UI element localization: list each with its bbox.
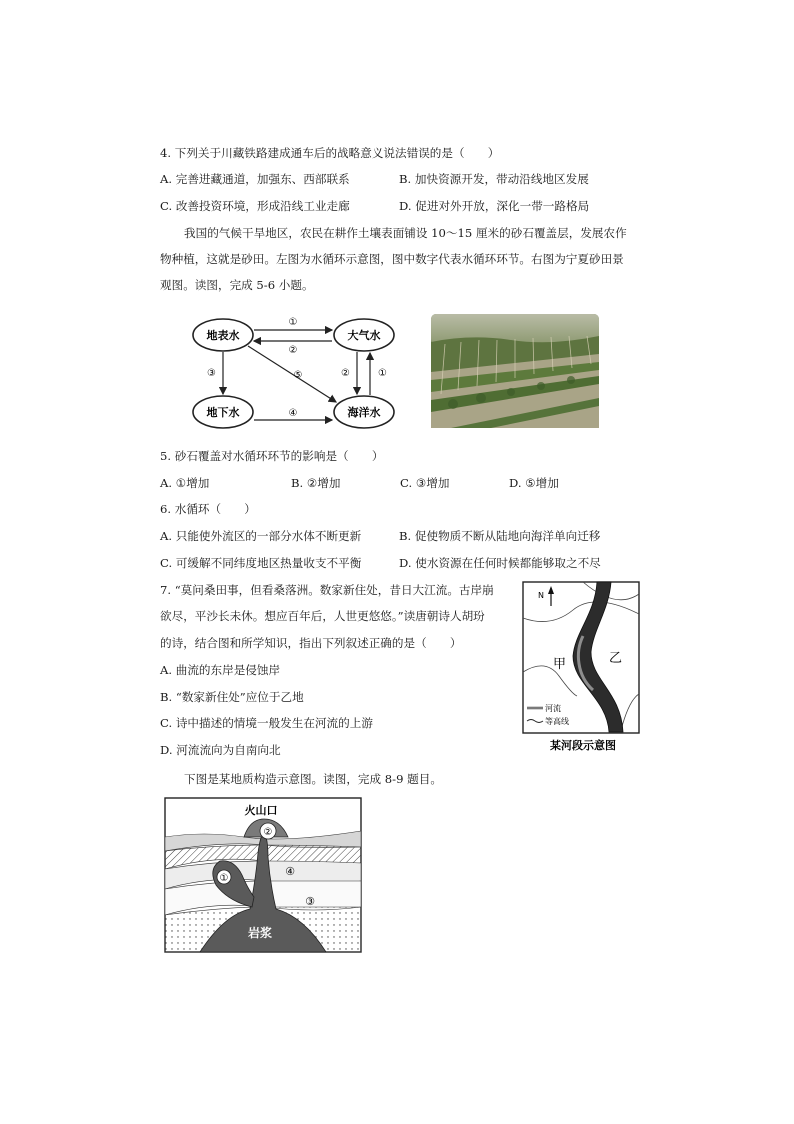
water-cycle-diagram [186, 310, 416, 432]
q6-option-a[interactable]: A. 只能使外流区的一部分水体不断更新 [160, 529, 362, 543]
geology-label-4: ④ [285, 865, 295, 878]
q7-stem-line3: 的诗，结合图和所学知识，指出下列叙述正确的是（ ） [160, 636, 462, 650]
river-map-caption: 某河段示意图 [550, 739, 616, 752]
q6-option-d[interactable]: D. 使水资源在任何时候都能够取之不尽 [399, 556, 601, 570]
geology-label-2: ② [263, 827, 273, 838]
q4-option-b[interactable]: B. 加快资源开发，带动沿线地区发展 [399, 172, 589, 186]
ocean-water-label: 海洋水 [347, 406, 381, 419]
q7-option-a[interactable]: A. 曲流的东岸是侵蚀岸 [160, 663, 281, 677]
geology-label-1: ① [219, 873, 229, 884]
q7-option-d[interactable]: D. 河流流向为自南向北 [160, 743, 281, 757]
arrow-2-label: ② [288, 345, 298, 356]
q5-option-b[interactable]: B. ②增加 [291, 476, 341, 490]
q6-option-b[interactable]: B. 促使物质不断从陆地向海洋单向迁移 [399, 529, 601, 543]
geology-label-3: ③ [305, 895, 315, 908]
q6-stem: 6. 水循环（ ） [160, 502, 256, 516]
q4-stem: 4. 下列关于川藏铁路建成通车后的战略意义说法错误的是（ ） [160, 146, 500, 160]
arrow-4-label: ④ [288, 408, 298, 419]
geology-diagram [164, 797, 362, 953]
intro56-line1: 我国的气候干旱地区，农民在耕作土壤表面铺设 10～15 厘米的砂石覆盖层，发展农作 [184, 226, 627, 240]
crater-label: 火山口 [244, 804, 278, 817]
arrow-1-label: ① [288, 317, 298, 328]
q5-option-c[interactable]: C. ③增加 [400, 476, 450, 490]
magma-label: 岩浆 [247, 926, 273, 940]
arrow-5-label: ⑤ [293, 370, 303, 381]
river-map [521, 580, 643, 755]
q4-option-d[interactable]: D. 促进对外开放，深化一带一路格局 [399, 199, 590, 213]
arrow-3-label: ③ [207, 368, 216, 379]
atmosphere-water-label: 大气水 [347, 329, 381, 342]
legend-river: 河流 [545, 704, 561, 713]
q4-option-a[interactable]: A. 完善进藏通道，加强东、西部联系 [160, 172, 350, 186]
intro56-line3: 观图。读图，完成 5-6 小题。 [160, 278, 314, 292]
intro56-line2: 物种植，这就是砂田。左图为水循环示意图，图中数字代表水循环环节。右图为宁夏砂田景 [160, 252, 624, 266]
q5-option-a[interactable]: A. ①增加 [160, 476, 210, 490]
q7-stem-line2: 欲尽，平沙长未休。想应百年后，人世更悠悠。”读唐朝诗人胡玢 [160, 609, 485, 623]
q7-option-b[interactable]: B. “数家新住处”应位于乙地 [160, 690, 304, 704]
q5-stem: 5. 砂石覆盖对水循环环节的影响是（ ） [160, 449, 384, 463]
label-yi: 乙 [609, 651, 623, 666]
arrow-2b-label: ② [341, 368, 350, 379]
q4-option-c[interactable]: C. 改善投资环境，形成沿线工业走廊 [160, 199, 350, 213]
ground-water-label: 地下水 [206, 406, 240, 419]
q5-option-d[interactable]: D. ⑤增加 [509, 476, 559, 490]
q7-stem-line1: 7. “莫问桑田事，但看桑落洲。数家新住处，昔日大江流。古岸崩 [160, 583, 494, 597]
north-label: N [538, 591, 544, 600]
q6-option-c[interactable]: C. 可缓解不同纬度地区热量收支不平衡 [160, 556, 362, 570]
arrow-1b-label: ① [378, 368, 387, 379]
legend-contour: 等高线 [545, 717, 569, 726]
intro89: 下图是某地质构造示意图。读图，完成 8-9 题目。 [184, 772, 442, 786]
sand-field-photo [431, 314, 599, 428]
surface-water-label: 地表水 [206, 329, 240, 342]
label-jia: 甲 [553, 657, 567, 672]
q7-option-c[interactable]: C. 诗中描述的情境一般发生在河流的上游 [160, 716, 373, 730]
